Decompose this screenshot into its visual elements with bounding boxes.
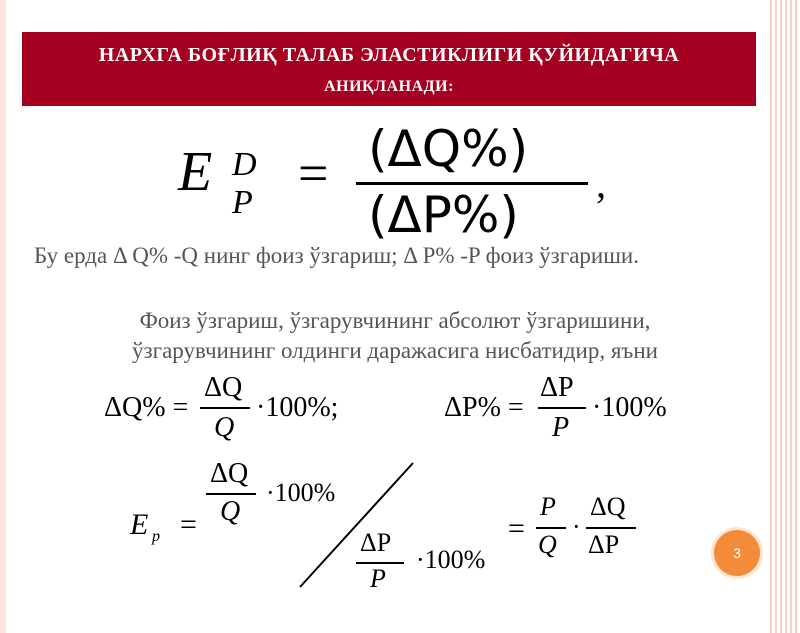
formula-ep-bot-tail: ·100% [416, 545, 486, 574]
explanation-line-2: ўзгарувчининг олдинги даражасига нисбатидир, яъни [132, 338, 658, 363]
formula-ep-bot-num: ΔP [360, 528, 392, 557]
formula-ep-bot-den: P [370, 564, 386, 593]
slide-title-line1: НАРХГА БОҒЛИҚ ТАЛАБ ЭЛАСТИКЛИГИ ҚУЙИДАГИЧА [98, 44, 680, 66]
page-number-badge: 3 [714, 530, 760, 576]
formula-q-tail: ·100%; [256, 392, 339, 423]
formula-ep-top-den: Q [220, 496, 241, 527]
main-formula-comma: , [596, 161, 606, 206]
formula-p-tail: ·100% [592, 392, 667, 423]
slide-title-bar [22, 32, 756, 106]
formula-ep-res-den1: Q [538, 530, 557, 559]
main-formula-denominator: (ΔP%) [368, 186, 519, 244]
slide-title-line2: АНИҚЛАНАДИ: [324, 78, 454, 95]
main-formula-fraction-bar [356, 182, 588, 185]
formula-q-den: Q [214, 412, 235, 443]
formula-ep-result-equals: = [508, 512, 525, 545]
formula-ep-res-bar1 [536, 527, 566, 529]
formula-ep-res-dot: · [572, 512, 581, 541]
formula-q-num: ΔQ [204, 372, 243, 403]
main-formula-numerator: (ΔQ%) [368, 120, 529, 178]
formula-ep-e: E [130, 508, 149, 541]
formula-ep-top-tail: ·100% [266, 478, 336, 507]
formula-p-lhs: ΔP% = [444, 392, 524, 423]
formula-ep-res-num1: P [540, 492, 556, 521]
formula-ep-division-slash [290, 455, 420, 595]
formula-p-fraction-bar [538, 407, 586, 409]
formula-ep-top-bar [206, 493, 256, 495]
formula-p-den: P [552, 412, 570, 443]
formula-ep-equals: = [180, 508, 197, 541]
formula-ep-res-bar2 [586, 527, 636, 529]
formula-q-lhs: ΔQ% = [104, 392, 189, 423]
main-formula-sup: D [232, 146, 257, 183]
formula-p-num: ΔP [540, 372, 574, 403]
main-formula-sub: P [232, 184, 253, 221]
main-formula-equals: = [298, 143, 329, 203]
formula-ep-res-num2: ΔQ [590, 492, 626, 521]
formula-ep-res-den2: ΔP [588, 530, 620, 559]
definition-text: Бу ерда Δ Q% -Q нинг фоиз ўзгариш; Δ P% -P фоиз ўзгариши. [34, 243, 639, 268]
formula-q-fraction-bar [200, 407, 250, 409]
formula-ep-top-num: ΔQ [210, 458, 249, 489]
formula-ep-sub: p [152, 528, 160, 545]
explanation-line-1: Фоиз ўзгариш, ўзгарувчининг абсолют ўзгаришини, [139, 308, 651, 333]
main-formula-e: E [178, 141, 213, 203]
